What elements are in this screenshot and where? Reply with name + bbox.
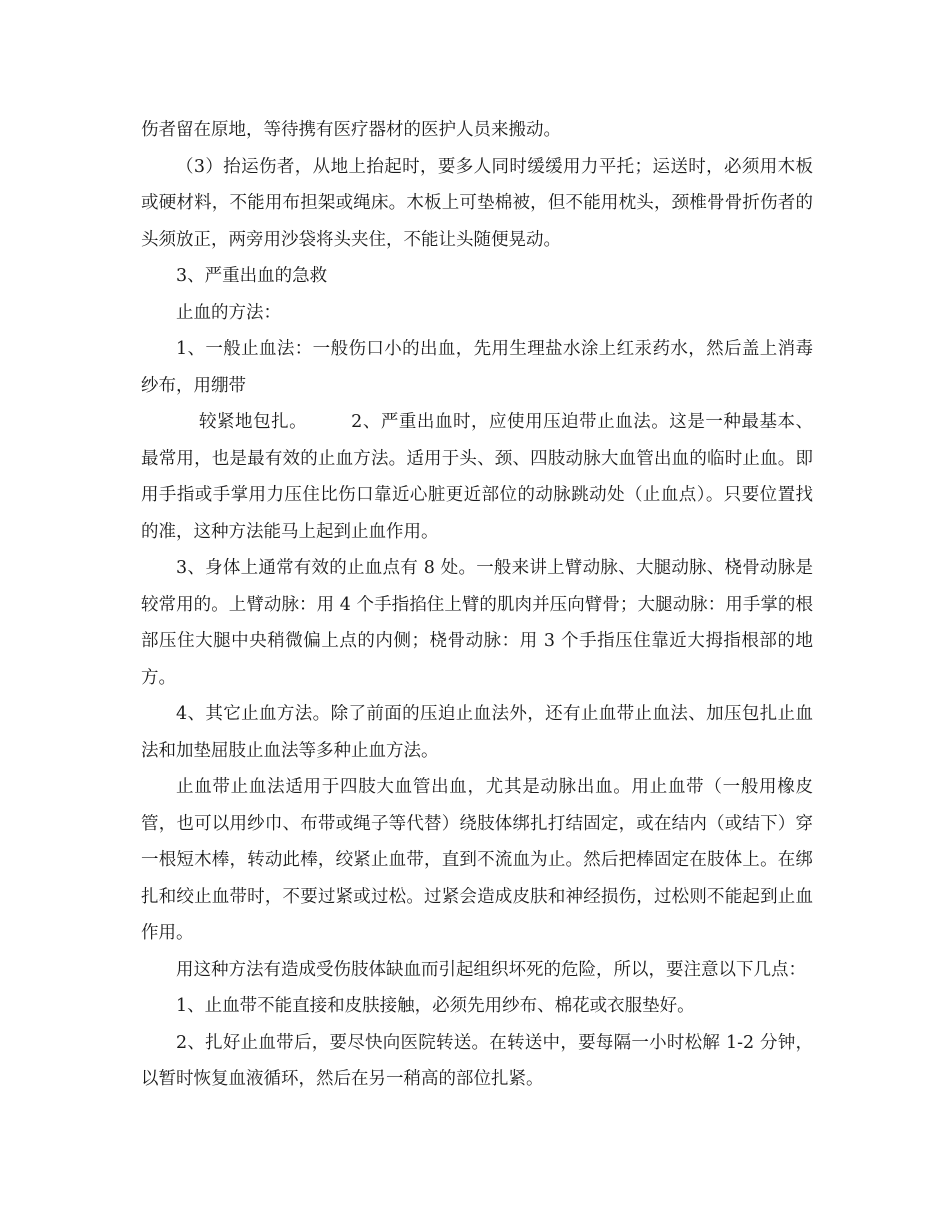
paragraph-tourniquet: 止血带止血法适用于四肢大血管出血，尤其是动脉出血。用止血带（一般用橡皮管，也可以用纱巾、布带或绳子等代替）绕肢体绑扎打结固定，或在结内（或结下）穿一根短木棒，转动此棒，绞紧止血带，直到不流血为止。然后把棒固定在肢体上。在绑扎和绞止血带时，不要过紧或过松。过紧会造成皮肤和神经损伤，过松则不能起到止血作用。 [141, 777, 813, 943]
bandage-text: 较紧地包扎。 [199, 412, 308, 432]
paragraph-general-hemostasis: 1、一般止血法：一般伤口小的出血，先用生理盐水涂上红汞药水，然后盖上消毒纱布，用绷带 [141, 339, 813, 396]
list-item-transport: 2、扎好止血带后，要尽快向医院转送。在转送中，要每隔一小时松解 1-2 分钟，以暂时恢复血液循环，然后在另一稍高的部位扎紧。 [141, 1032, 813, 1089]
paragraph-other-methods: 4、其它止血方法。除了前面的压迫止血法外，还有止血带止血法、加压包扎止血法和加垫屈肢止血法等多种止血方法。 [141, 704, 813, 761]
paragraph-bandage-and-pressure [141, 404, 813, 550]
list-item-no-skin-contact: 1、止血带不能直接和皮肤接触，必须先用纱布、棉花或衣服垫好。 [176, 996, 695, 1016]
pressure-hemostasis-text: 2、严重出血时，应使用压迫带止血法。这是一种最基本、最常用，也是最有效的止血方法。适用于头、颈、四肢动脉大血管出血的临时止血。即用手指或手掌用力压住比伤口靠近心脏更近部位的动脉跳动处（止血点）。只要位置找的准，这种方法能马上起到止血作用。 [141, 412, 813, 542]
paragraph-caution: 用这种方法有造成受伤肢体缺血而引起组织坏死的危险，所以，要注意以下几点： [176, 959, 806, 980]
paragraph-pressure-points: 3、身体上通常有效的止血点有 8 处。一般来讲上臂动脉、大腿动脉、桡骨动脉是较常用的。上臂动脉：用 4 个手指掐住上臂的肌肉并压向臂骨；大腿动脉：用手掌的根部压住大腿中央稍微偏上点的内侧；桡骨动脉：用 3 个手指压住靠近大拇指根部的地方。 [141, 558, 813, 688]
document-body [141, 112, 813, 1098]
section-heading-severe-bleeding: 3、严重出血的急救 [176, 266, 328, 286]
paragraph-carry-injured: （3）抬运伤者，从地上抬起时，要多人同时缓缓用力平托；运送时，必须用木板或硬材料，不能用布担架或绳床。木板上可垫棉被，但不能用枕头，颈椎骨骨折伤者的头须放正，两旁用沙袋将头夹住，不能让头随便晃动。 [141, 156, 813, 250]
paragraph-continuation: 伤者留在原地，等待携有医疗器材的医护人员来搬动。 [141, 120, 561, 140]
subheading-hemostasis-methods: 止血的方法： [176, 302, 281, 323]
